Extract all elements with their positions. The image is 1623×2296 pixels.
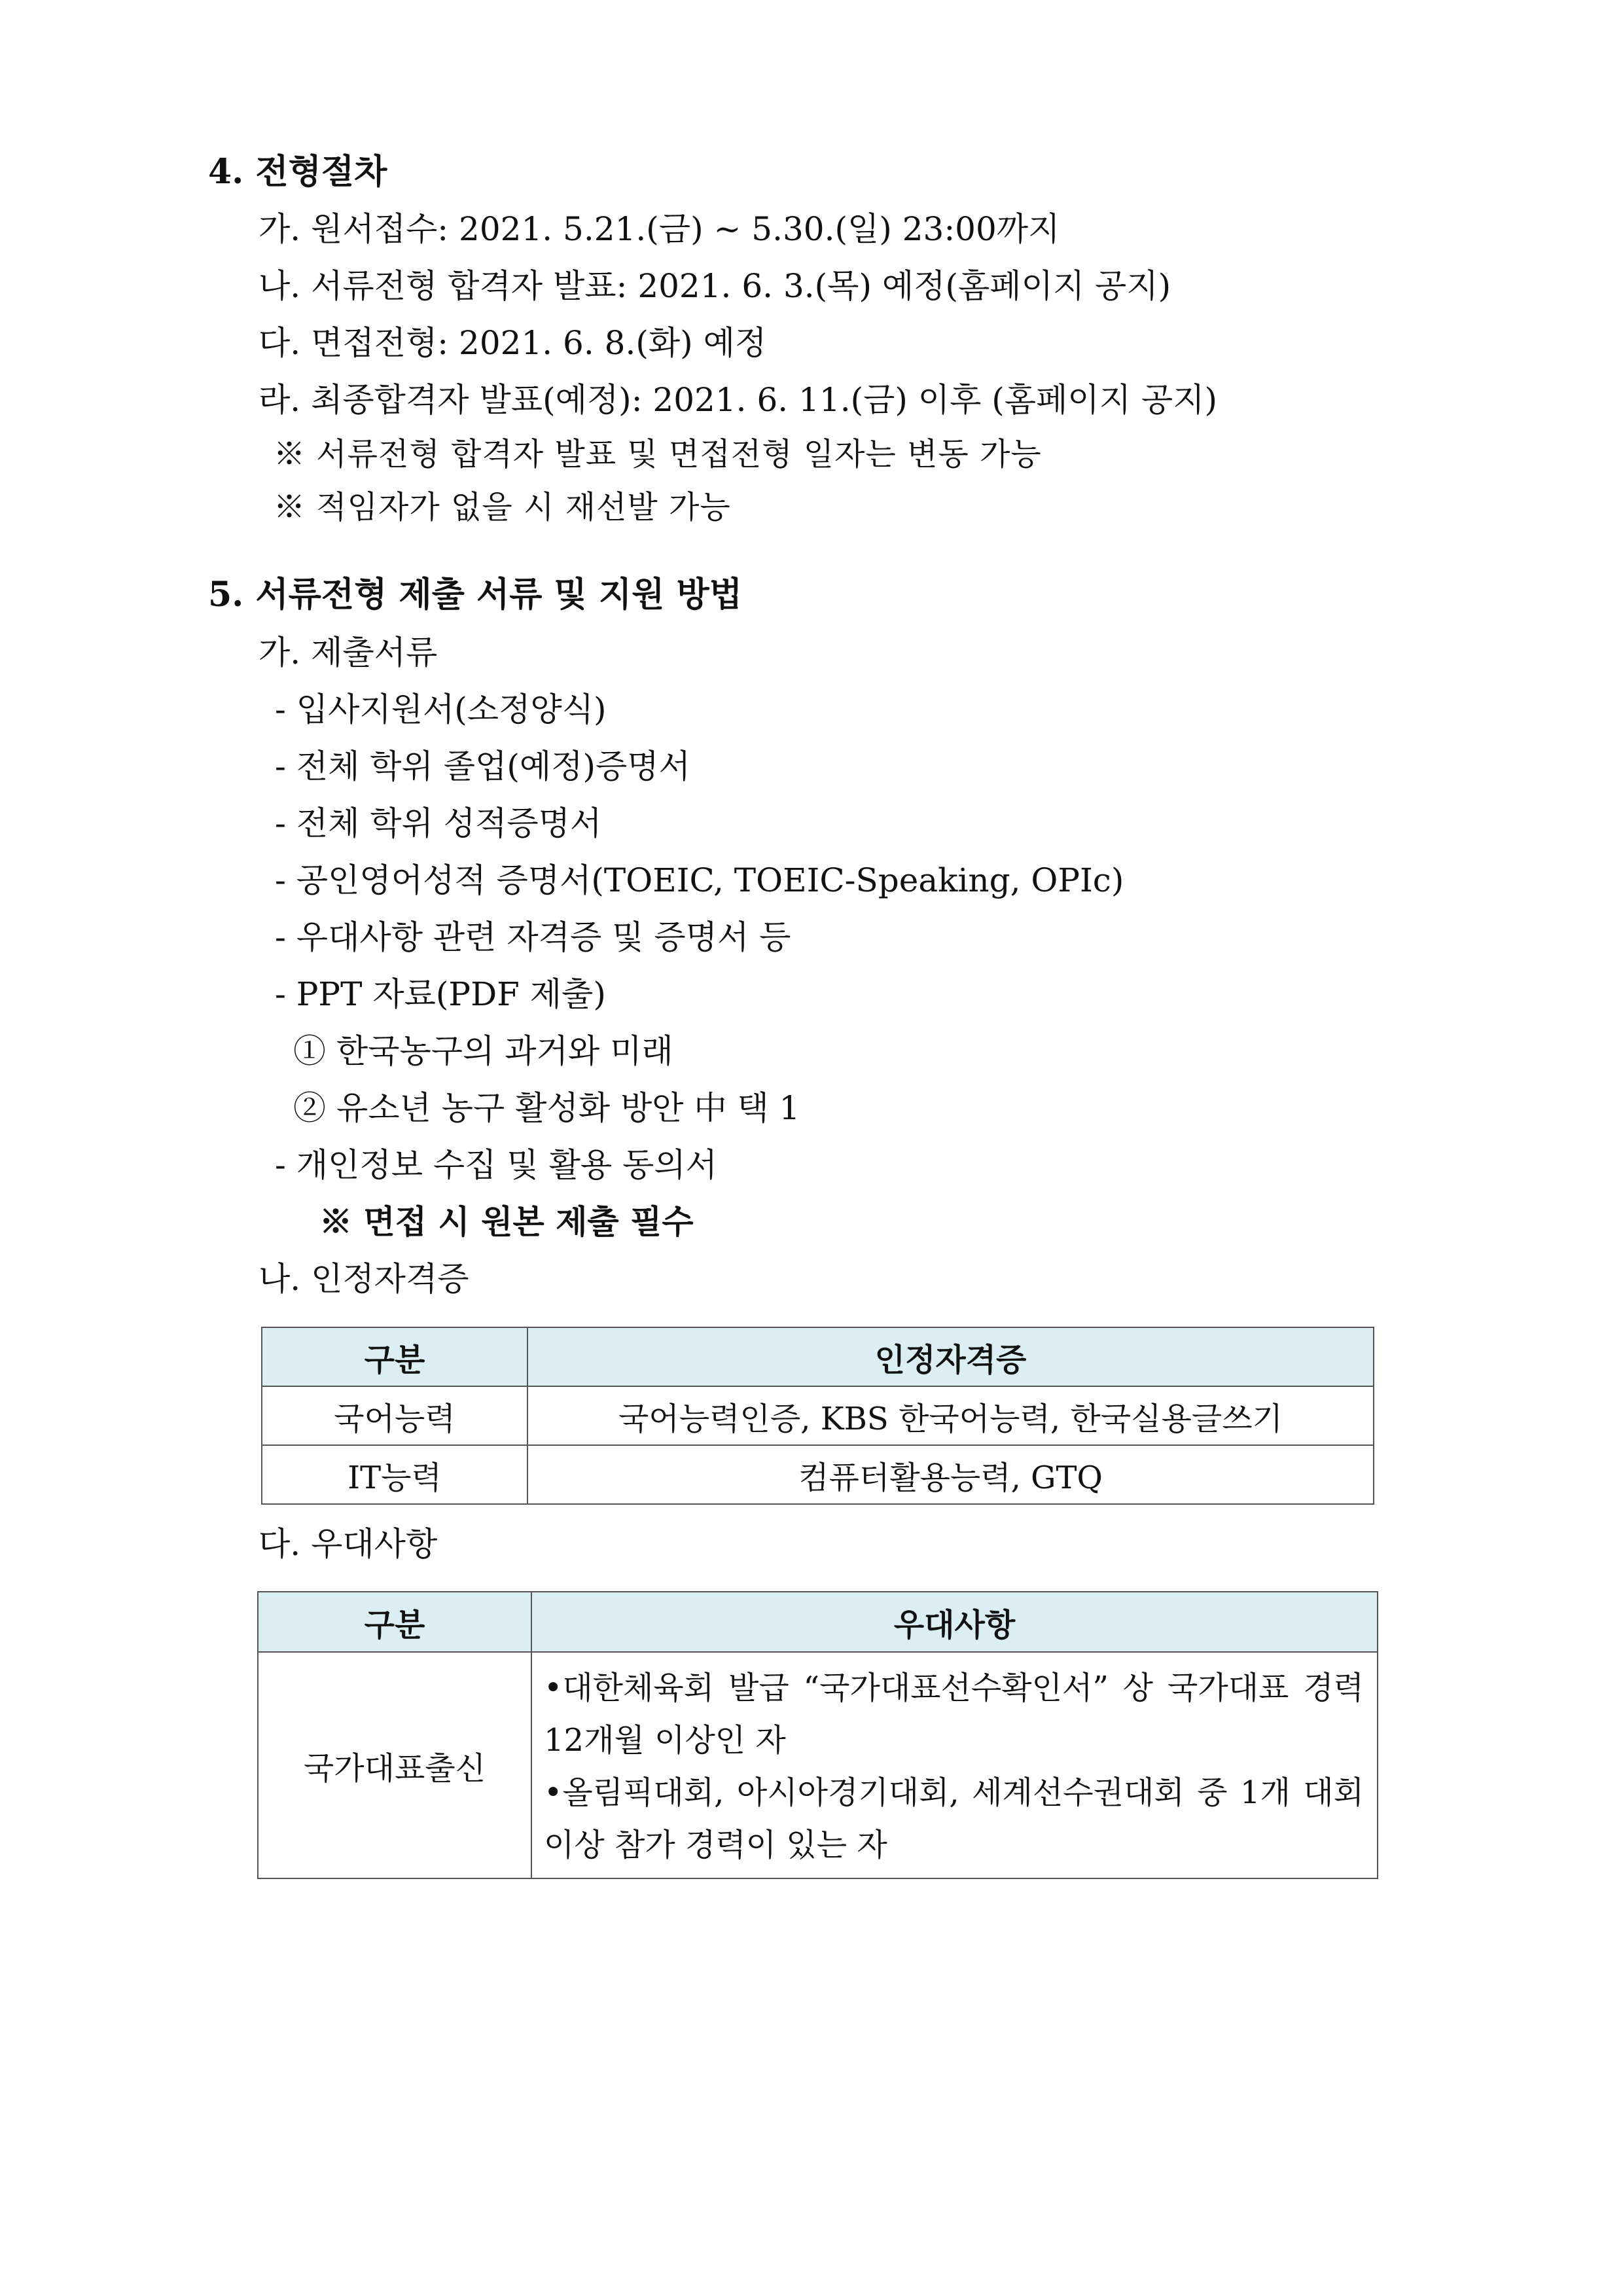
table-header-cell: 인정자격증 [527,1327,1374,1386]
table-header-cell: 구분 [258,1592,531,1652]
schedule-application: 가. 원서접수: 2021. 5.21.(금) ~ 5.30.(일) 23:00까지 [259,210,1060,248]
section-4-heading: 4. 전형절차 [208,152,387,192]
table-row [258,1652,1378,1878]
schedule-interview: 다. 면접전형: 2021. 6. 8.(화) 예정 [259,324,767,362]
doc-item: - 입사지원서(소정양식) [275,691,607,728]
table-row [262,1445,1374,1504]
table-cell: 국가대표출신 [258,1652,531,1878]
doc-item: - PPT 자료(PDF 제출) [275,975,606,1013]
preference-table [257,1591,1378,1879]
sub-b-certificates: 나. 인정자격증 [259,1260,469,1298]
table-row [262,1386,1374,1445]
table-cell: 국어능력인증, KBS 한국어능력, 한국실용글쓰기 [527,1386,1374,1445]
doc-item-consent: - 개인정보 수집 및 활용 동의서 [275,1146,717,1184]
sub-c-preferences: 다. 우대사항 [259,1525,438,1563]
table-cell: 국어능력 [262,1386,527,1445]
table-header-cell: 구분 [262,1327,527,1386]
schedule-document-result: 나. 서류전형 합격자 발표: 2021. 6. 3.(목) 예정(홈페이지 공지) [259,267,1171,305]
doc-item: - 우대사항 관련 자격증 및 증명서 등 [275,918,791,956]
doc-item: - 전체 학위 졸업(예정)증명서 [275,747,690,785]
sub-a-documents: 가. 제출서류 [259,634,438,672]
ppt-option: ① 한국농구의 과거와 미래 [293,1032,673,1070]
table-cell [531,1652,1378,1878]
table-cell: 컴퓨터활용능력, GTQ [527,1445,1374,1504]
preference-item: •대한체육회 발급 “국가대표선수확인서” 상 국가대표 경력 12개월 이상인 자 [544,1670,1364,1759]
ppt-option: ② 유소년 농구 활성화 방안 中 택 1 [293,1089,800,1127]
table-header-row [258,1592,1378,1652]
doc-item: - 공인영어성적 증명서(TOEIC, TOEIC-Speaking, OPIc) [275,861,1124,899]
table-header-row [262,1327,1374,1386]
note-original-required: ※ 면접 시 원본 제출 필수 [319,1202,694,1241]
preference-item: •올림픽대회, 아시아경기대회, 세계선수권대회 중 1개 대회 이상 참가 경력이 있는 자 [544,1774,1364,1863]
doc-item: - 전체 학위 성적증명서 [275,804,602,842]
section-5-heading: 5. 서류전형 제출 서류 및 지원 방법 [208,575,742,615]
note-schedule-change: ※ 서류전형 합격자 발표 및 면접전형 일자는 변동 가능 [274,436,1042,473]
note-reselection: ※ 적임자가 없을 시 재선발 가능 [274,489,731,526]
certificate-table [261,1327,1374,1505]
schedule-final-result: 라. 최종합격자 발표(예정): 2021. 6. 11.(금) 이후 (홈페이지 공지) [259,381,1217,419]
table-cell: IT능력 [262,1445,527,1504]
table-header-cell: 우대사항 [531,1592,1378,1652]
